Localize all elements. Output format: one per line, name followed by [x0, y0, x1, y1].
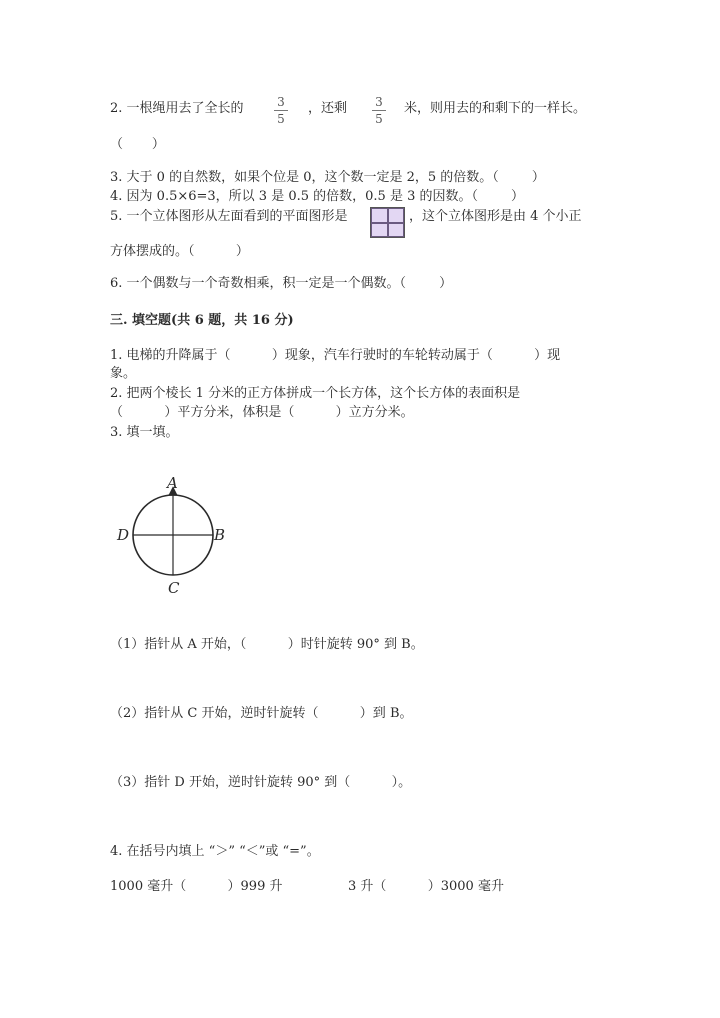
fill2-line2: （ ）平方分米，体积是（ ）立方分米。 — [110, 405, 414, 420]
clock-dial-diagram — [112, 472, 262, 602]
q2-middle: ，还剩 — [308, 101, 348, 116]
grid-cell — [388, 223, 405, 238]
fraction-1-numerator: 3 — [277, 95, 285, 109]
fill4-item1: 1000 毫升（ ）999 升 — [110, 879, 283, 894]
grid-cell — [371, 208, 388, 223]
q4-text: 4. 因为 0.5×6=3，所以 3 是 0.5 的倍数，0.5 是 3 的因数。（ ） — [110, 189, 525, 204]
fill4-title: 4. 在括号内填上 “＞” “＜”或 “=”。 — [110, 844, 320, 859]
fraction-2 — [372, 95, 386, 126]
fill4-item2: 3 升（ ）3000 毫升 — [348, 879, 504, 894]
section-title: 三. 填空题(共 6 题，共 16 分) — [110, 313, 294, 328]
fraction-1-bar — [274, 110, 288, 111]
fill1-line2: 象。 — [110, 366, 137, 381]
fraction-1-denominator: 5 — [277, 112, 285, 126]
fill2-line1: 2. 把两个棱长 1 分米的正方体拼成一个长方体，这个长方体的表面积是 — [110, 386, 521, 401]
q5-prefix: 5. 一个立体图形从左面看到的平面图形是 — [110, 209, 348, 224]
fraction-2-numerator: 3 — [375, 95, 383, 109]
grid-cell — [371, 223, 388, 238]
fill3-sub2: （2）指针从 C 开始，逆时针旋转（ ）到 B。 — [110, 706, 413, 721]
q5-line2: 方体摆成的。（ ） — [110, 244, 249, 259]
q2-answer-blank: （ ） — [110, 137, 165, 152]
label-b: B — [214, 526, 226, 544]
q5-suffix: ，这个立体图形是由 4 个小正 — [409, 209, 582, 224]
fraction-2-bar — [372, 110, 386, 111]
fill3-title: 3. 填一填。 — [110, 425, 179, 440]
fraction-2-denominator: 5 — [375, 112, 383, 126]
q3-text: 3. 大于 0 的自然数，如果个位是 0，这个数一定是 2，5 的倍数。（ ） — [110, 170, 545, 185]
q2-prefix: 2. 一根绳用去了全长的 — [110, 101, 244, 116]
grid-cell — [388, 208, 405, 223]
fraction-1 — [274, 95, 288, 126]
fill1-line1: 1. 电梯的升降属于（ ）现象，汽车行驶时的车轮转动属于（ ）现 — [110, 348, 561, 363]
label-d: D — [117, 526, 130, 544]
q2-suffix: 米，则用去的和剩下的一样长。 — [404, 101, 587, 116]
label-a: A — [167, 474, 178, 492]
fill3-sub1: （1）指针从 A 开始，（ ）时针旋转 90° 到 B。 — [110, 637, 424, 652]
side-view-grid — [370, 207, 405, 238]
label-c: C — [168, 579, 180, 597]
fill3-sub3: （3）指针 D 开始，逆时针旋转 90° 到（ ）。 — [110, 775, 412, 790]
q6-text: 6. 一个偶数与一个奇数相乘，积一定是一个偶数。（ ） — [110, 276, 453, 291]
